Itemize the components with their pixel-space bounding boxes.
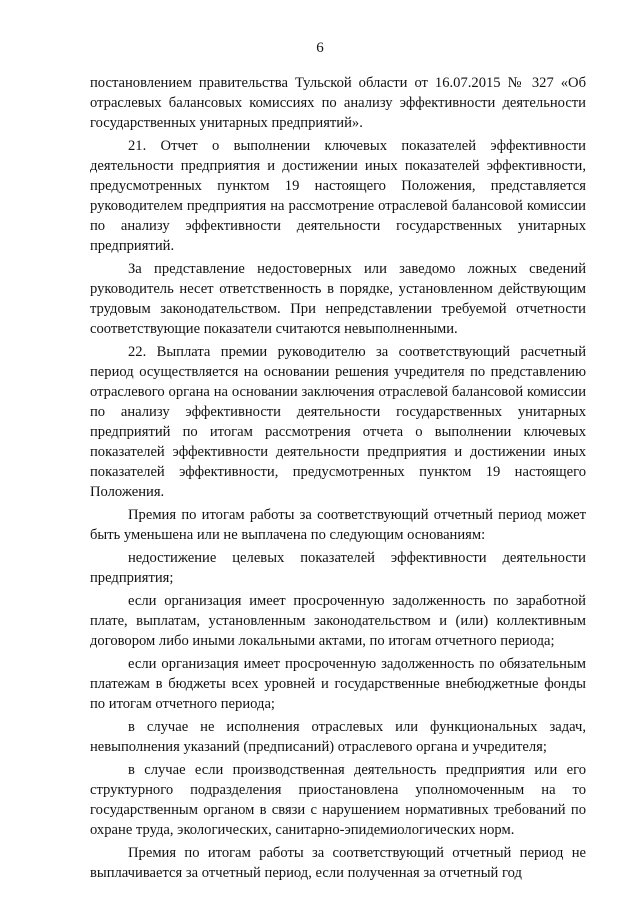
page-number: 6 <box>316 40 324 56</box>
paragraph-2: 21. Отчет о выполнении ключевых показателей эффективности деятельности предприятия и достижении иных показателей эффективности, предусмотренных пунктом 19 настоящего Положения, представляется руководителем предприятия на рассмотрение отраслевой балансовой комиссии по анализу эффективности деятельности государственных унитарных предприятий. <box>90 138 586 254</box>
paragraph-9: в случае не исполнения отраслевых или функциональных задач, невыполнения указаний (предписаний) отраслевого органа и учредителя; <box>90 719 586 755</box>
paragraph-11: Премия по итогам работы за соответствующий отчетный период не выплачивается за отчетный период, если полученная за отчетный год <box>90 845 586 881</box>
paragraph-10: в случае если производственная деятельность предприятия или его структурного подразделения приостановлена уполномоченным на то государственным органом в связи с нарушением нормативных требований по охране труда, экологических, санитарно-эпидемиологических норм. <box>90 762 586 838</box>
paragraph-4: 22. Выплата премии руководителю за соответствующий расчетный период осуществляется на основании решения учредителя по представлению отраслевого органа на основании заключения отраслевой балансовой комиссии по анализу эффективности деятельности государственных унитарных предприятий по итогам рассмотрения отчета о выполнении ключевых показателей эффективности деятельности предприятия и достижении иных показателей эффективности, предусмотренных пунктом 19 настоящего Положения. <box>90 344 586 500</box>
paragraph-3: За представление недостоверных или заведомо ложных сведений руководитель несет ответственность в порядке, установленном действующим трудовым законодательством. При непредставлении требуемой отчетности соответствующие показатели считаются невыполненными. <box>90 261 586 337</box>
paragraph-8: если организация имеет просроченную задолженность по обязательным платежам в бюджеты всех уровней и государственные внебюджетные фонды по итогам отчетного периода; <box>90 656 586 712</box>
document-body <box>90 73 586 886</box>
paragraph-7: если организация имеет просроченную задолженность по заработной плате, выплатам, установленным законодательством и (или) коллективным договором либо иными локальными актами, по итогам отчетного периода; <box>90 593 586 649</box>
paragraph-6: недостижение целевых показателей эффективности деятельности предприятия; <box>90 550 586 586</box>
paragraph-1: постановлением правительства Тульской области от 16.07.2015 № 327 «Об отраслевых балансовых комиссиях по анализу эффективности деятельности государственных унитарных предприятий». <box>90 75 586 131</box>
paragraph-5: Премия по итогам работы за соответствующий отчетный период может быть уменьшена или не выплачена по следующим основаниям: <box>90 507 586 543</box>
